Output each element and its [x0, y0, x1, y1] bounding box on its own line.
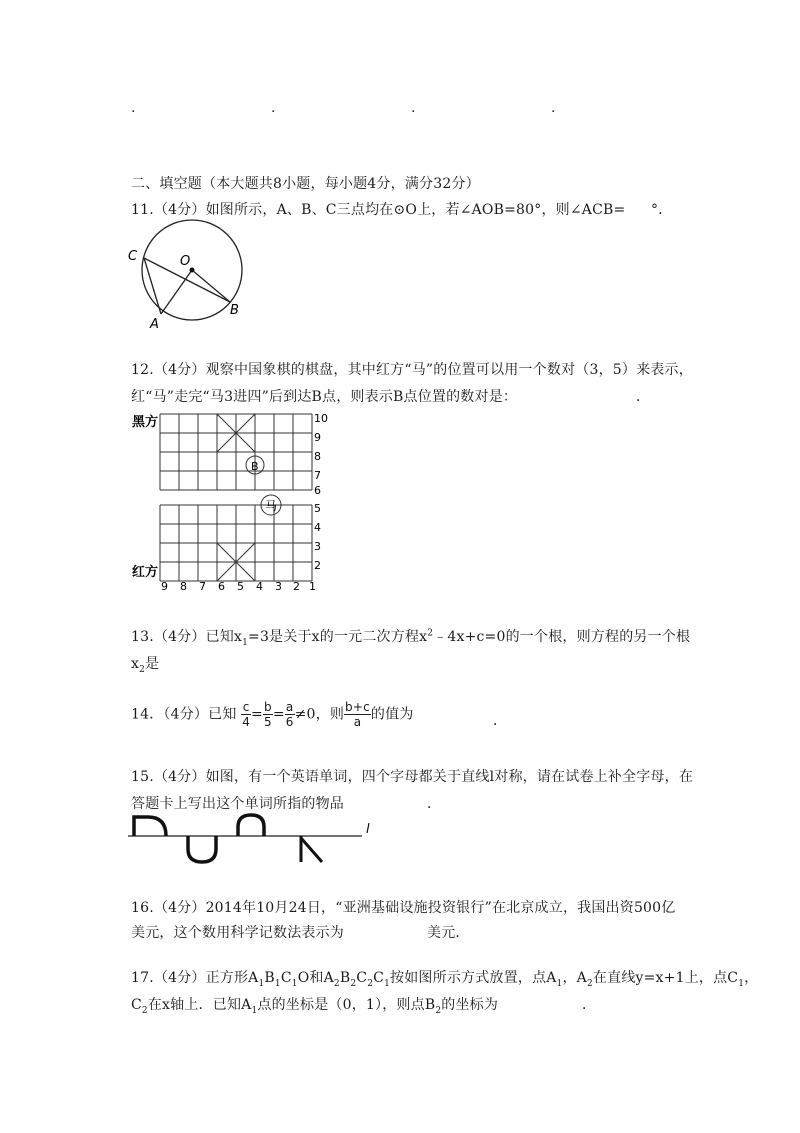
top-dot-4: . — [551, 100, 556, 116]
fraction-b-over-5: $\frac{b}{5}$ — [263, 700, 272, 729]
q11-text: 11.（4分）如图所示，A、B、C三点均在⊙O上，若∠AOB=80°，则∠ACB= — [131, 202, 626, 218]
board-black-label: 黑方 — [132, 415, 159, 430]
row-number: 10 — [314, 412, 328, 425]
q17-line2: $C_2$在x轴上．已知$A_1$点的坐标是（0，1），则点$B_2$的坐标为 — [131, 997, 499, 1016]
top-dot-3: . — [411, 100, 416, 116]
col-number: 8 — [180, 580, 187, 592]
q11-label-c: C — [128, 249, 138, 264]
col-number: 6 — [218, 580, 225, 592]
row-number: 8 — [314, 450, 321, 463]
col-number: 7 — [199, 580, 206, 592]
q16-tail: 美元． — [427, 925, 470, 941]
q14-line: 14．（4分）已知 $\frac{c}{4}$ = $\frac{b}{5}$ = $\frac{a}{6}$ ≠0，则 $\frac{b+c}{a}$ 的值为 — [131, 700, 414, 729]
board-horse: 马 — [265, 499, 278, 513]
col-number: 1 — [309, 580, 316, 592]
fraction-c-over-4: $\frac{c}{4}$ — [242, 700, 251, 729]
q13-line1: 13.（4分）已知$x_1=3$是关于x的一元二次方程$x^2﹣4x+c=0$的一个根，则方程的另一个根 — [131, 628, 691, 648]
q17-tail: ． — [582, 997, 597, 1013]
q14-tail: ． — [493, 713, 508, 729]
q11-label-o: O — [180, 254, 191, 269]
top-dot-2: . — [271, 100, 276, 116]
row-number: 3 — [314, 540, 321, 553]
row-number: 2 — [314, 559, 321, 572]
q11-label-a: A — [150, 317, 159, 332]
row-number: 6 — [314, 484, 321, 497]
line-l-label: l — [366, 822, 370, 837]
section-heading: 二、填空题（本大题共8小题，每小题4分，满分32分） — [131, 176, 480, 192]
q11-circle-figure — [124, 218, 254, 334]
chess-board-figure — [126, 410, 336, 592]
q13-line2: $x_2$是 — [131, 656, 160, 675]
word-symmetry-figure — [126, 812, 376, 866]
q11-label-b: B — [230, 303, 239, 318]
q12-line1: 12.（4分）观察中国象棋的棋盘，其中红方“马”的位置可以用一个数对（3，5）来表示， — [131, 362, 693, 378]
fraction-a-over-6: $\frac{a}{6}$ — [285, 700, 294, 729]
q16-line2: 美元，这个数用科学记数法表示为 — [131, 925, 344, 941]
q15-line1: 15.（4分）如图，有一个英语单词，四个字母都关于直线l对称，请在试卷上补全字母，在 — [131, 769, 694, 785]
col-number: 4 — [256, 580, 263, 592]
top-dot-1: . — [131, 100, 136, 116]
row-number: 5 — [314, 502, 321, 515]
col-number: 2 — [293, 580, 300, 592]
q12-line2: 红“马”走完“马3进四”后到达B点，则表示B点位置的数对是： — [131, 389, 518, 405]
col-number: 3 — [275, 580, 282, 592]
q17-line1: 17.（4分）正方形$A_1B_1C_1O$和$A_2B_2C_2C_1$按如图所示方式放置，点$A_1$，$A_2$在直线y=x+1上，点$C_1$， — [131, 970, 759, 989]
board-point-b: B — [251, 460, 259, 473]
fraction-bc-over-a: $\frac{b+c}{a}$ — [345, 700, 370, 729]
q11-tail: °． — [651, 202, 673, 218]
q15-tail: ． — [427, 796, 442, 812]
q15-line2: 答题卡上写出这个单词所指的物品 — [131, 796, 344, 812]
board-red-label: 红方 — [132, 565, 159, 580]
col-number: 9 — [161, 580, 168, 592]
col-number: 5 — [237, 580, 244, 592]
row-number: 7 — [314, 469, 321, 482]
row-number: 9 — [314, 431, 321, 444]
row-number: 4 — [314, 521, 321, 534]
q12-tail: ． — [636, 389, 651, 405]
q16-line1: 16.（4分）2014年10月24日，“亚洲基础设施投资银行”在北京成立，我国出资500亿 — [131, 900, 676, 916]
